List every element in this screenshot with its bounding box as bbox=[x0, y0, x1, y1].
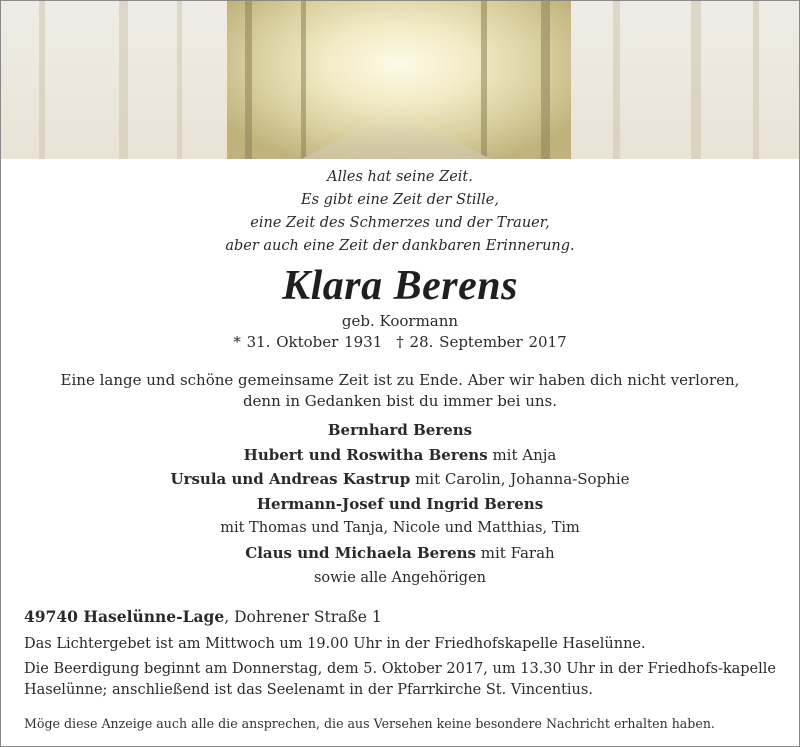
tree-trunk bbox=[691, 1, 701, 159]
family-address bbox=[24, 607, 776, 626]
birth-name: geb. Koormann bbox=[341, 312, 459, 330]
mourner-names: Bernhard Berens bbox=[327, 421, 473, 439]
death-date: † 28. September 2017 bbox=[396, 333, 567, 351]
mourner-row bbox=[0, 443, 800, 468]
mourner-with: mit Thomas und Tanja, Nicole und Matthias, Tim bbox=[220, 520, 580, 537]
mourner-row bbox=[0, 541, 800, 566]
service-details bbox=[24, 607, 776, 701]
tree-trunk bbox=[245, 1, 252, 159]
forest-right-panel bbox=[571, 1, 799, 159]
forest-header-image bbox=[1, 1, 799, 159]
prayer-notice: Das Lichtergebet ist am Mittwoch um 19.00 Uhr in der Friedhofskapelle Haselünne. bbox=[24, 636, 646, 652]
farewell-message bbox=[0, 370, 800, 412]
mourner-with: sowie alle Angehörigen bbox=[313, 569, 487, 586]
deceased-name: Klara Berens bbox=[282, 263, 518, 309]
address-city: 49740 Haselünne-Lage bbox=[24, 607, 225, 626]
mourner-with: mit Anja bbox=[492, 445, 557, 464]
tree-trunk bbox=[119, 1, 128, 159]
tree-trunk bbox=[177, 1, 182, 159]
footer-note: Möge diese Anzeige auch alle die ansprechen, die aus Versehen keine besondere Nachricht erhalten haben. bbox=[24, 716, 715, 731]
quote-line: Es gibt eine Zeit der Stille, bbox=[300, 192, 499, 208]
tree-trunk bbox=[613, 1, 620, 159]
tree-trunk bbox=[541, 1, 550, 159]
quote-line: aber auch eine Zeit der dankbaren Erinnerung. bbox=[225, 238, 575, 254]
mourner-row bbox=[0, 492, 800, 517]
mourner-row bbox=[0, 418, 800, 443]
mourner-names: Hermann-Josef und Ingrid Berens bbox=[256, 494, 544, 513]
message-line: denn in Gedanken bist du immer bei uns. bbox=[242, 392, 558, 410]
tree-trunk bbox=[481, 1, 487, 159]
tree-trunk bbox=[39, 1, 45, 159]
mourner-row bbox=[0, 516, 800, 541]
quote-block bbox=[0, 166, 800, 258]
mourner-names: Ursula und Andreas Kastrup bbox=[170, 470, 411, 489]
mourner-row bbox=[0, 467, 800, 492]
birth-date: * 31. Oktober 1931 bbox=[233, 333, 383, 351]
funeral-notice: Die Beerdigung beginnt am Donnerstag, dem 5. Oktober 2017, um 13.30 Uhr in der Friedhofs-kapelle Haselünne; anschließend ist das Seelenamt in der Pfarrkirche St. Vincentius. bbox=[24, 661, 776, 698]
address-street: , Dohrener Straße 1 bbox=[224, 608, 382, 626]
mourner-names: Hubert und Roswitha Berens bbox=[243, 445, 488, 464]
mourner-with: mit Carolin, Johanna-Sophie bbox=[415, 470, 630, 489]
message-line: Eine lange und schöne gemeinsame Zeit ist zu Ende. Aber wir haben dich nicht verloren, bbox=[60, 371, 740, 389]
life-dates bbox=[0, 333, 800, 351]
mourner-row bbox=[0, 566, 800, 591]
mourners-list bbox=[0, 418, 800, 590]
quote-line: eine Zeit des Schmerzes und der Trauer, bbox=[250, 215, 550, 231]
mourner-names: Claus und Michaela Berens bbox=[245, 543, 476, 562]
mourner-with: mit Farah bbox=[480, 543, 555, 562]
quote-line: Alles hat seine Zeit. bbox=[327, 169, 473, 185]
tree-trunk bbox=[301, 1, 306, 159]
tree-trunk bbox=[753, 1, 759, 159]
forest-left-panel bbox=[1, 1, 227, 159]
